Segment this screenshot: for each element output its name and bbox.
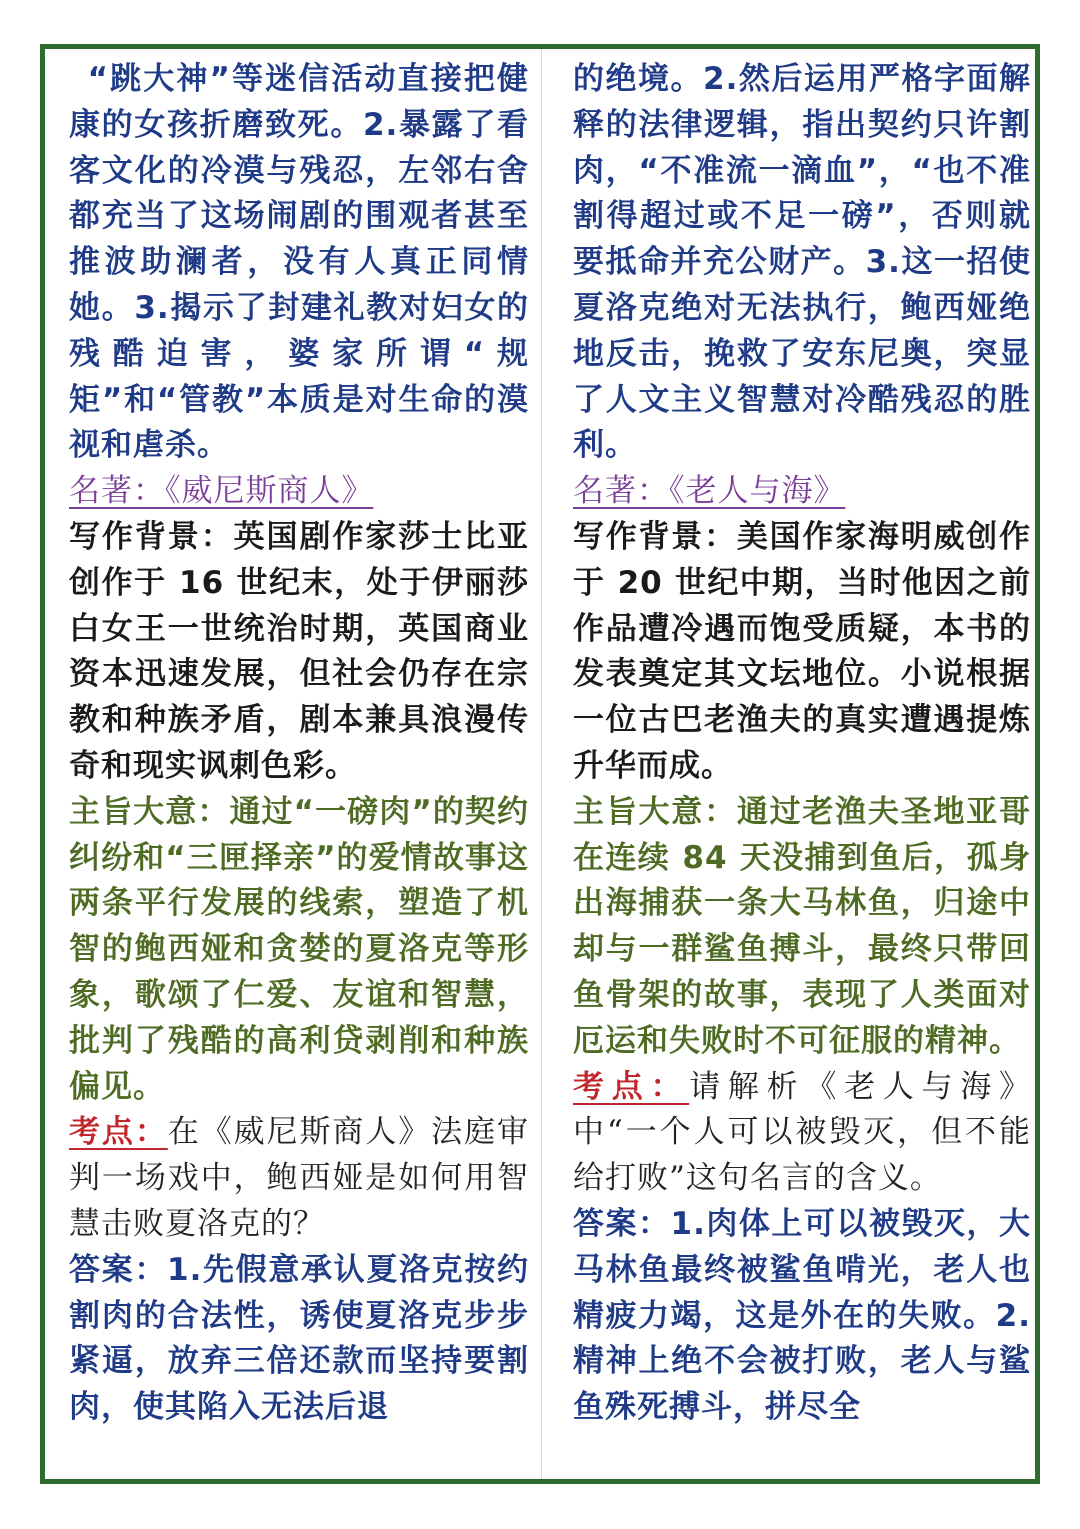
column-divider xyxy=(541,49,542,1479)
right-answer: 答案：1.肉体上可以被毁灭，大马林鱼最终被鲨鱼啃光，老人也精疲力竭，这是外在的失败。2.精神上绝不会被打败，老人与鲨鱼殊死搏斗，拼尽全 xyxy=(573,1205,1031,1426)
left-kaodian xyxy=(69,1110,529,1247)
right-book-title: 名著：《老人与海》 xyxy=(573,473,846,510)
left-book-title: 名著：《威尼斯商人》 xyxy=(69,473,374,510)
left-book-title-line xyxy=(69,469,529,515)
right-kaodian-question: 请解析《老人与海》中“一个人可以被毁灭，但不能给打败”这句名言的含义。 xyxy=(573,1068,1031,1197)
left-intro-text: “跳大神”等迷信活动直接把健康的女孩折磨致死。2.暴露了看客文化的冷漠与残忍，左邻右舍都充当了这场闹剧的围观者甚至推波助澜者，没有人真正同情她。3.揭示了封建礼教对妇女的残酷迫害，婆家所谓“规矩”和“管教”本质是对生命的漠视和虐杀。 xyxy=(69,61,529,464)
right-intro-text: 的绝境。2.然后运用严格字面解释的法律逻辑，指出契约只许割肉，“不准流一滴血”，“也不准割得超过或不足一磅”，否则就要抵命并充公财产。3.这一招使夏洛克绝对无法执行，鲍西娅绝地反击，挽救了安东尼奥，突显了人文主义智慧对冷酷残忍的胜利。 xyxy=(573,61,1031,464)
right-book-title-line xyxy=(573,469,1031,515)
right-background: 写作背景：美国作家海明威创作于 20 世纪中期，当时他因之前作品遭冷遇而饱受质疑，本书的发表奠定其文坛地位。小说根据一位古巴老渔夫的真实遭遇提炼升华而成。 xyxy=(573,518,1031,784)
right-kaodian xyxy=(573,1065,1031,1202)
left-background: 写作背景：英国剧作家莎士比亚创作于 16 世纪末，处于伊丽莎白女王一世统治时期，英国商业资本迅速发展，但社会仍存在宗教和种族矛盾，剧本兼具浪漫传奇和现实讽刺色彩。 xyxy=(69,518,529,784)
left-kaodian-label: 考点： xyxy=(69,1114,168,1151)
right-column xyxy=(573,57,1031,1477)
right-kaodian-label: 考点： xyxy=(573,1068,690,1105)
left-answer: 答案：1.先假意承认夏洛克按约割肉的合法性，诱使夏洛克步步紧逼，放弃三倍还款而坚持要割肉，使其陷入无法后退 xyxy=(69,1251,529,1426)
left-kaodian-question: 在《威尼斯商人》法庭审判一场戏中，鲍西娅是如何用智慧击败夏洛克的？ xyxy=(69,1114,529,1242)
left-theme: 主旨大意：通过“一磅肉”的契约纠纷和“三匣择亲”的爱情故事这两条平行发展的线索，塑造了机智的鲍西娅和贪婪的夏洛克等形象，歌颂了仁爱、友谊和智慧，批判了残酷的高利贷剥削和种族偏见。 xyxy=(69,793,529,1105)
page-frame xyxy=(40,44,1040,1484)
left-column xyxy=(69,57,529,1477)
right-theme: 主旨大意：通过老渔夫圣地亚哥在连续 84 天没捕到鱼后，孤身出海捕获一条大马林鱼，归途中却与一群鲨鱼搏斗，最终只带回鱼骨架的故事，表现了人类面对厄运和失败时不可征服的精神。 xyxy=(573,793,1031,1059)
